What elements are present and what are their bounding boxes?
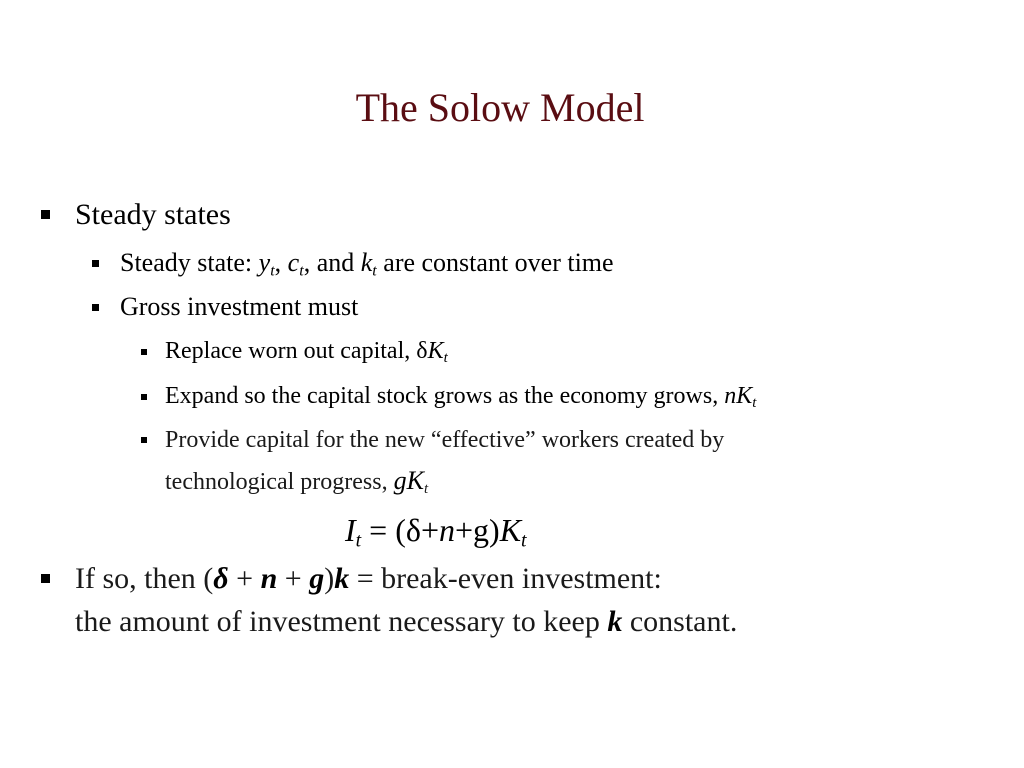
bullet-provide-capital — [165, 427, 724, 454]
plus-sign: + — [420, 512, 439, 548]
equals-sign: = — [361, 512, 396, 548]
var-n: n — [724, 383, 737, 409]
equals-sign: = — [349, 562, 382, 595]
subscript-t: t — [443, 350, 448, 367]
subscript-t: t — [270, 262, 275, 280]
bullet-text: Steady states — [75, 198, 231, 231]
subscript-t: t — [752, 395, 757, 412]
symbol-delta: δ — [213, 562, 229, 595]
subscript-t: t — [372, 262, 377, 280]
investment-equation — [345, 512, 527, 552]
plus-sign: + — [277, 562, 310, 595]
plus-sign: + — [455, 512, 474, 548]
subscript-t: t — [355, 529, 362, 552]
text-segment: Provide capital for the new “effective” workers created by — [165, 427, 725, 453]
paren-open: ( — [395, 512, 406, 548]
subscript-t: t — [299, 262, 304, 280]
subscript-t: t — [521, 529, 527, 552]
var-g: g — [393, 466, 407, 495]
var-K: K — [406, 466, 424, 495]
var-I: I — [345, 512, 356, 548]
var-K: K — [427, 338, 444, 364]
bullet-marker — [141, 349, 147, 355]
var-k: k — [360, 248, 373, 277]
slide-title: The Solow Model — [355, 85, 645, 130]
var-y: y — [258, 248, 271, 277]
bullet-replace-capital — [165, 338, 448, 365]
var-n: n — [260, 562, 278, 595]
symbol-delta: δ — [405, 512, 421, 548]
var-g: g — [473, 512, 490, 548]
bullet-marker — [41, 210, 50, 219]
text-segment: Replace worn out capital, — [165, 338, 417, 364]
bullet-steady-state-definition — [120, 248, 614, 278]
paren-close: ) — [324, 562, 335, 595]
plus-sign: + — [228, 562, 261, 595]
bullet-expand-capital — [165, 383, 756, 410]
var-g: g — [309, 562, 325, 595]
bullet-provide-capital-line2 — [165, 466, 428, 496]
text-segment: the amount of investment necessary to keep — [75, 605, 608, 638]
text-segment: Steady state: — [120, 248, 259, 277]
text-segment: constant. — [622, 605, 738, 638]
paren-close: ) — [489, 512, 500, 548]
text-segment: If so, then ( — [75, 562, 214, 595]
bullet-marker — [92, 304, 99, 311]
bullet-marker — [92, 260, 99, 267]
text-segment: Expand so the capital stock grows as the economy grows, — [165, 383, 725, 409]
var-K: K — [736, 383, 753, 409]
subscript-t: t — [423, 481, 429, 498]
text-segment: , and — [303, 248, 361, 277]
symbol-delta: δ — [416, 338, 428, 364]
bullet-marker — [141, 394, 147, 400]
text-segment: , — [274, 248, 288, 277]
bullet-marker — [141, 437, 147, 443]
text-segment: break-even investment: — [381, 562, 662, 595]
bullet-text: Gross investment must — [120, 292, 359, 321]
var-k: k — [334, 562, 350, 595]
bullet-gross-investment — [120, 292, 358, 322]
bullet-break-even-line2 — [75, 605, 737, 639]
var-K: K — [499, 512, 522, 548]
bullet-steady-states — [75, 198, 231, 232]
var-k: k — [607, 605, 623, 638]
var-n: n — [439, 512, 455, 548]
bullet-break-even — [75, 562, 662, 596]
text-segment: are constant over time — [376, 248, 614, 277]
text-segment: technological progress, — [165, 469, 394, 495]
bullet-marker — [41, 574, 50, 583]
var-c: c — [287, 248, 300, 277]
